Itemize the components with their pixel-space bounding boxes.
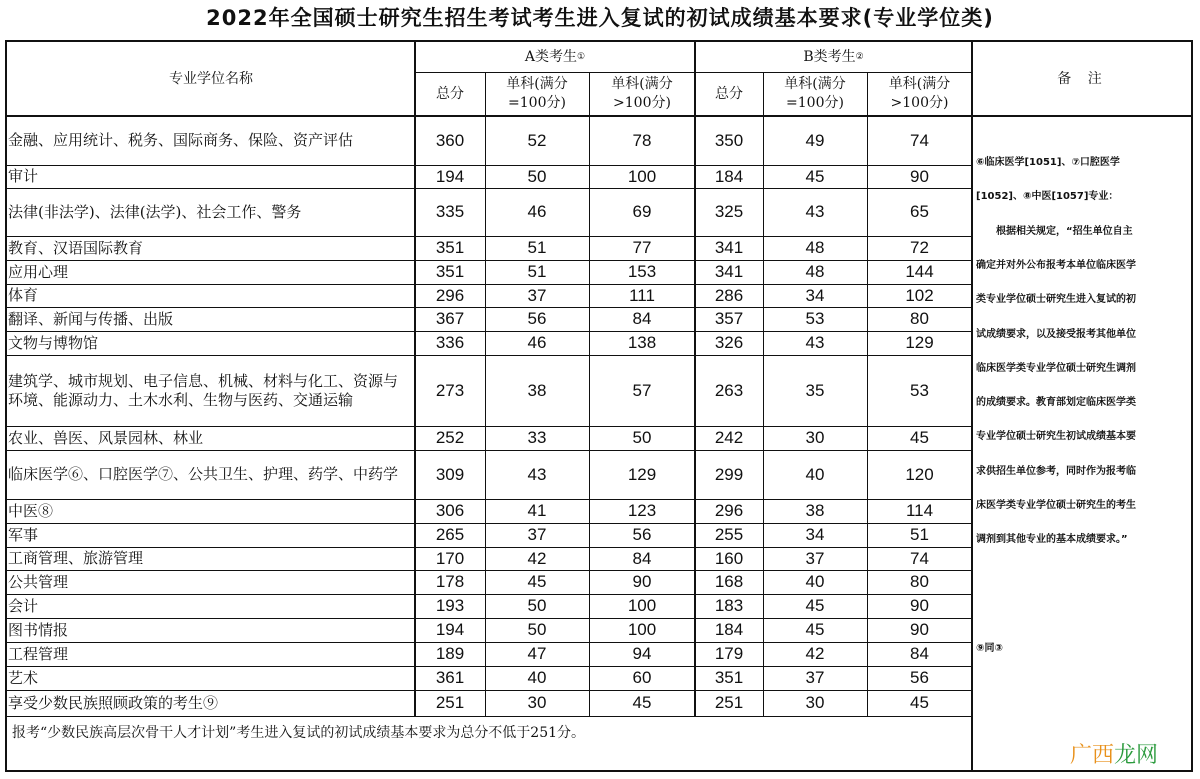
table-row-name: 公共管理: [8, 572, 69, 591]
table-cell-b-single-gt100: 45: [910, 428, 929, 447]
table-cell-a-single-100: 51: [527, 238, 547, 257]
table-row-name: 享受少数民族照顾政策的考生⑨: [8, 693, 219, 712]
table-row-name: 军事: [8, 525, 39, 544]
table-cell-a-total: 360: [435, 130, 465, 150]
table-cell-a-total: 336: [435, 333, 465, 352]
table-cell-b-single-gt100: 114: [905, 501, 934, 520]
table-cell-a-single-gt100: 60: [632, 668, 652, 687]
table-cell-a-single-100: 50: [527, 596, 547, 615]
remark-note-line: 类专业学位硕士研究生进入复试的初: [976, 294, 1136, 306]
table-cell-a-single-gt100: 56: [632, 525, 652, 544]
remark-note-line: 专业学位硕士研究生初试成绩基本要: [976, 431, 1136, 443]
table-cell-b-single-gt100: 51: [910, 525, 929, 544]
table-cell-a-total: 189: [435, 644, 465, 663]
row-divider: [7, 716, 972, 717]
header-a-single-100-line2: =100分): [508, 95, 566, 111]
table-cell-b-single-100: 49: [805, 130, 825, 150]
table-cell-b-single-gt100: 90: [910, 166, 929, 186]
table-cell-b-single-gt100: 45: [910, 693, 929, 712]
table-cell-a-single-100: 37: [527, 525, 547, 544]
table-cell-b-total: 326: [714, 333, 744, 352]
table-cell-b-single-100: 53: [805, 309, 825, 328]
table-cell-b-single-gt100: 129: [905, 333, 934, 352]
header-major-name: 专业学位名称: [169, 70, 253, 87]
table-cell-b-total: 341: [714, 238, 744, 257]
table-cell-a-total: 273: [435, 380, 465, 400]
table-cell-b-total: 184: [714, 620, 744, 639]
table-cell-a-single-100: 42: [527, 548, 547, 568]
table-cell-a-single-100: 38: [527, 380, 547, 400]
remark-note-line: 求供招生单位参考，同时作为报考临: [976, 465, 1136, 477]
table-cell-b-single-gt100: 102: [905, 285, 934, 305]
remark-note-line: 床医学类专业学位硕士研究生的考生: [976, 500, 1136, 511]
table-cell-a-single-100: 46: [527, 202, 547, 221]
table-cell-b-single-100: 45: [805, 166, 825, 186]
table-cell-a-total: 265: [435, 525, 465, 544]
table-cell-b-total: 179: [714, 644, 744, 663]
table-cell-b-total: 263: [714, 380, 744, 400]
table-cell-a-total: 251: [435, 693, 465, 712]
table-cell-a-total: 252: [435, 428, 465, 447]
table-row-name: 图书情报: [8, 620, 69, 639]
table-cell-a-total: 351: [435, 262, 465, 281]
table-cell-b-single-gt100: 90: [910, 620, 929, 639]
table-cell-a-total: 194: [435, 166, 465, 186]
table-cell-b-single-gt100: 84: [910, 644, 929, 663]
table-cell-b-total: 286: [714, 285, 744, 305]
table-cell-a-single-gt100: 90: [632, 572, 652, 591]
table-row-name: 艺术: [8, 668, 39, 687]
table-cell-b-single-100: 45: [805, 620, 825, 639]
table-cell-b-single-100: 48: [805, 262, 825, 281]
table-cell-a-single-gt100: 100: [627, 166, 657, 186]
table-cell-b-single-gt100: 53: [910, 380, 929, 400]
remark-note-line: 调剂到其他专业的基本成绩要求。”: [976, 534, 1128, 546]
table-cell-a-single-100: 47: [527, 644, 547, 663]
table-cell-b-single-gt100: 90: [910, 596, 929, 615]
table-cell-a-total: 178: [435, 572, 465, 591]
table-cell-a-single-100: 41: [527, 501, 547, 520]
table-row-name: 教育、汉语国际教育: [8, 238, 144, 257]
table-cell-a-single-100: 52: [527, 130, 547, 150]
watermark-part1: 广西: [1069, 743, 1114, 768]
header-group-b: [695, 42, 972, 72]
remark-note-2: ⑨同③: [976, 643, 1003, 654]
table-cell-a-single-100: 50: [527, 166, 547, 186]
table-row-name: 农业、兽医、风景园林、林业: [8, 428, 204, 447]
table-cell-b-single-100: 43: [805, 333, 825, 352]
header-a-single-gt100-line2: >100分): [613, 95, 671, 111]
table-cell-a-single-100: 30: [527, 693, 547, 712]
table-cell-a-total: 351: [435, 238, 465, 257]
table-cell-a-single-gt100: 50: [632, 428, 652, 447]
table-cell-b-single-100: 43: [805, 202, 825, 221]
table-cell-b-total: 251: [714, 693, 744, 712]
table-cell-a-total: 335: [435, 202, 465, 221]
table-cell-a-single-gt100: 123: [627, 501, 657, 520]
table-cell-b-total: 357: [714, 309, 744, 328]
table-cell-a-single-100: 40: [527, 668, 547, 687]
table-cell-a-single-gt100: 138: [627, 333, 657, 352]
table-cell-a-single-100: 37: [527, 285, 547, 305]
table-cell-b-single-100: 34: [805, 525, 825, 544]
table-cell-b-single-100: 30: [805, 693, 825, 712]
table-row-name: 建筑学、城市规划、电子信息、机械、材料与化工、资源与环境、能源动力、土木水利、生物与医药、交通运输: [8, 371, 399, 409]
remark-note-line: 根据相关规定，“招生单位自主: [976, 225, 1133, 237]
table-cell-b-single-gt100: 144: [905, 262, 934, 281]
table-cell-b-total: 160: [714, 548, 744, 568]
table-cell-b-total: 296: [714, 501, 744, 520]
table-cell-b-single-100: 37: [805, 548, 825, 568]
page-title: 2022年全国硕士研究生招生考试考生进入复试的初试成绩基本要求(专业学位类): [206, 6, 994, 30]
table-cell-a-single-gt100: 77: [632, 238, 652, 257]
table-cell-a-single-gt100: 57: [632, 380, 652, 400]
header-a-single-100: [485, 72, 589, 116]
watermark-part2: 龙网: [1113, 743, 1158, 768]
table-cell-a-single-gt100: 153: [627, 262, 657, 281]
table-cell-a-single-gt100: 111: [629, 285, 655, 305]
table-cell-a-single-100: 43: [527, 464, 547, 484]
table-cell-b-single-100: 48: [805, 238, 825, 257]
table-cell-b-total: 255: [714, 525, 744, 544]
table-cell-b-total: 184: [714, 166, 744, 186]
table-cell-b-single-100: 38: [805, 501, 825, 520]
table-cell-b-single-gt100: 80: [910, 309, 929, 328]
table-cell-b-single-100: 34: [805, 285, 825, 305]
remark-note-line: 的成绩要求。教育部划定临床医学类: [976, 397, 1136, 409]
table-cell-a-total: 170: [435, 548, 465, 568]
table-cell-b-single-gt100: 72: [910, 238, 929, 257]
remark-note-line: 试成绩要求，以及接受报考其他单位: [976, 328, 1136, 340]
table-cell-a-single-gt100: 129: [627, 464, 657, 484]
table-cell-b-single-100: 35: [805, 380, 825, 400]
table-cell-b-single-gt100: 56: [910, 668, 929, 687]
table-cell-a-total: 194: [435, 620, 465, 639]
header-a-single-gt100: [589, 72, 695, 116]
table-cell-b-single-gt100: 120: [905, 464, 934, 484]
table-row-name: 审计: [8, 167, 39, 185]
table-cell-a-total: 306: [435, 501, 465, 520]
header-b-single-100: [763, 72, 867, 116]
table-cell-b-total: 325: [714, 202, 744, 221]
table-cell-b-single-gt100: 80: [910, 572, 929, 591]
table-row-name: 翻译、新闻与传播、出版: [8, 309, 174, 328]
header-remarks: 备 注: [1057, 70, 1108, 87]
remark-note-line: ⑥临床医学[1051]、⑦口腔医学: [976, 157, 1120, 168]
table-cell-a-total: 296: [435, 285, 465, 305]
table-cell-a-single-gt100: 84: [632, 309, 652, 328]
remark-note-line: 确定并对外公布报考本单位临床医学: [976, 259, 1136, 271]
remark-note-line: [1052]、⑧中医[1057]专业：: [976, 191, 1119, 203]
table-cell-b-single-100: 40: [805, 572, 825, 591]
table-row-name: 临床医学⑥、口腔医学⑦、公共卫生、护理、药学、中药学: [8, 465, 399, 483]
group-b-label: B类考生: [803, 48, 856, 65]
remark-note-line: 临床医学类专业学位硕士研究生调剂: [976, 362, 1136, 374]
table-cell-b-total: 299: [714, 464, 744, 484]
table-cell-a-single-gt100: 78: [632, 130, 652, 150]
table-cell-b-single-gt100: 74: [910, 548, 929, 568]
group-a-mark: ①: [577, 51, 586, 62]
table-row-name: 中医⑧: [8, 501, 54, 520]
table-cell-a-single-gt100: 69: [632, 202, 652, 221]
header-b-total: 总分: [715, 85, 743, 102]
table-row-name: 应用心理: [8, 262, 69, 281]
group-a-label: A类考生: [524, 48, 578, 65]
table-cell-a-single-gt100: 100: [627, 596, 657, 615]
table-cell-a-single-gt100: 84: [632, 548, 652, 568]
table-cell-b-total: 350: [714, 130, 744, 150]
header-a-single-100-line1: 单科(满分: [506, 76, 568, 92]
table-cell-b-single-100: 37: [805, 668, 825, 687]
table-row-name: 体育: [8, 286, 39, 304]
table-cell-a-single-100: 56: [527, 309, 547, 328]
table-cell-a-total: 193: [435, 596, 465, 615]
watermark: [1070, 738, 1158, 769]
table-row-name: 金融、应用统计、税务、国际商务、保险、资产评估: [8, 131, 354, 149]
table-cell-a-total: 309: [435, 464, 465, 484]
group-b-mark: ②: [855, 51, 864, 62]
table-cell-a-single-100: 45: [527, 572, 547, 591]
table-cell-b-total: 351: [714, 668, 744, 687]
table-cell-a-single-gt100: 45: [632, 693, 652, 712]
table-cell-a-single-100: 50: [527, 620, 547, 639]
table-cell-b-total: 183: [714, 596, 744, 615]
footer-note: 报考“少数民族高层次骨干人才计划”考生进入复试的初试成绩基本要求为总分不低于251分。: [12, 725, 586, 741]
table-row-name: 会计: [8, 596, 39, 615]
table-row-name: 工商管理、旅游管理: [8, 549, 144, 567]
table-cell-b-total: 242: [714, 428, 744, 447]
header-b-single-gt100-line1: 单科(满分: [888, 76, 951, 92]
table-cell-a-single-gt100: 100: [627, 620, 657, 639]
table-cell-a-single-100: 51: [527, 262, 547, 281]
header-b-single-gt100: [867, 72, 972, 116]
table-cell-a-single-gt100: 94: [632, 644, 652, 663]
table-cell-b-single-gt100: 74: [910, 130, 929, 150]
header-b-single-100-line1: 单科(满分: [784, 76, 846, 92]
table-cell-a-total: 361: [435, 668, 465, 687]
table-cell-b-single-100: 42: [805, 644, 825, 663]
table-row-name: 工程管理: [8, 644, 69, 663]
table-cell-b-total: 341: [714, 262, 744, 281]
table-row-name: 文物与博物馆: [8, 333, 99, 352]
table-cell-b-single-100: 40: [805, 464, 825, 484]
header-a-single-gt100-line1: 单科(满分: [611, 76, 673, 92]
header-b-single-100-line2: =100分): [786, 95, 844, 111]
table-cell-a-single-100: 33: [527, 428, 547, 447]
table-cell-a-total: 367: [435, 309, 465, 328]
header-group-a: [415, 42, 695, 72]
table-cell-b-single-100: 30: [805, 428, 825, 447]
table-cell-b-total: 168: [714, 572, 744, 591]
table-cell-b-single-100: 45: [805, 596, 825, 615]
table-cell-b-single-gt100: 65: [910, 202, 929, 221]
table-cell-a-single-100: 46: [527, 333, 547, 352]
table-row-name: 法律(非法学)、法律(法学)、社会工作、警务: [8, 202, 302, 221]
header-b-single-gt100-line2: >100分): [890, 95, 949, 111]
header-a-total: 总分: [436, 85, 464, 102]
